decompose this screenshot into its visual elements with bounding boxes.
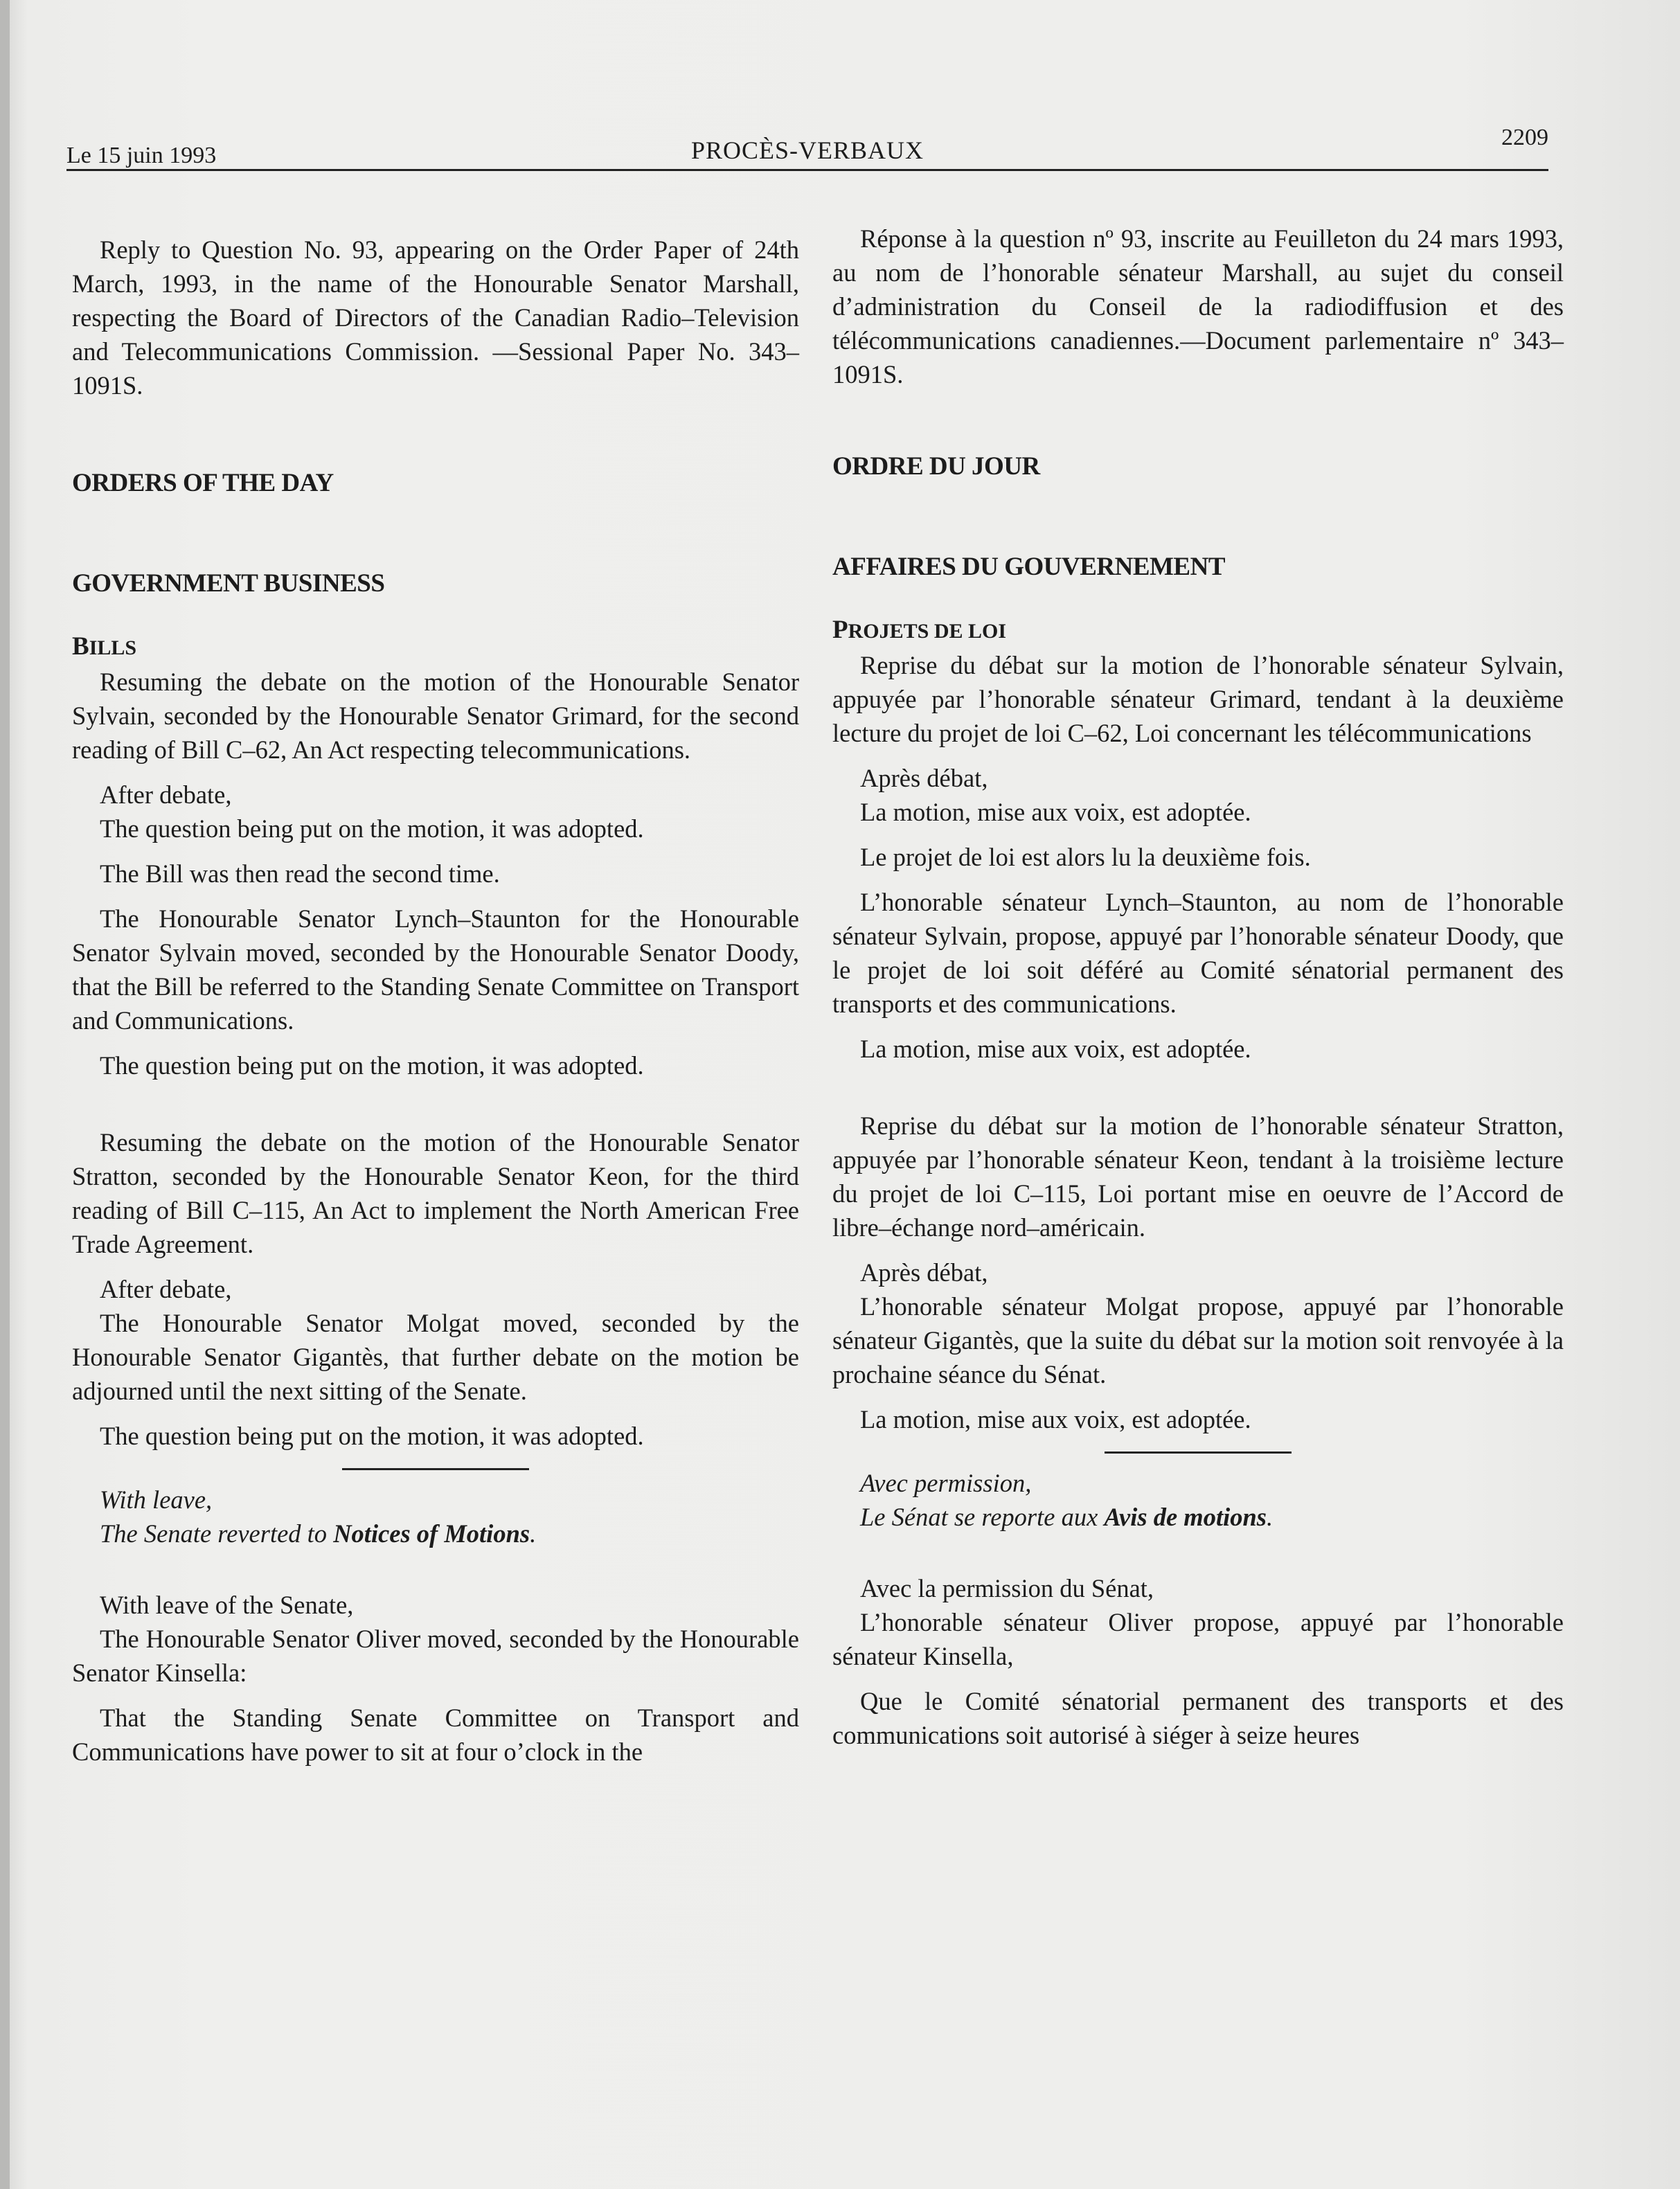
that-committee-sit: That the Standing Senate Committee on Transport and Communications have power to sit at four o’clock in the	[72, 1704, 799, 1766]
lu-deuxieme-fois: Le projet de loi est alors lu la deuxième fois.	[860, 843, 1311, 871]
lynch-staunton-motion: The Honourable Senator Lynch–Staunton for the Honourable Senator Sylvain moved, seconded by the Honourable Senator Doody, that the Bill be referred to the Standing Senate Committee on Transport and Communications.	[72, 904, 799, 1035]
senate-reverted-text: The Senate reverted to	[100, 1519, 334, 1548]
senat-se-reporte	[832, 1500, 1564, 1534]
binding-edge	[0, 0, 10, 2189]
affaires-gouvernement-heading: AFFAIRES DU GOUVERNEMENT	[832, 553, 1226, 581]
projets-heading-initial: P	[832, 616, 848, 644]
page-header	[66, 125, 1548, 171]
projets-heading-rest: ROJETS DE LOI	[848, 620, 1007, 643]
header-title: PROCÈS-VERBAUX	[690, 136, 924, 164]
apres-debat-2: Après débat,	[860, 1258, 988, 1287]
orders-of-the-day-heading: ORDERS OF THE DAY	[72, 469, 334, 497]
senat-se-reporte-text: Le Sénat se reporte aux	[860, 1503, 1105, 1531]
que-le-comite: Que le Comité sénatorial permanent des transports et des communications soit autorisé à siéger à seize heures	[832, 1687, 1564, 1749]
question-put-1: The question being put on the motion, it was adopted.	[100, 814, 644, 843]
government-business-heading: GOVERNMENT BUSINESS	[72, 569, 385, 598]
reply-question-93: Reply to Question No. 93, appearing on the Order Paper of 24th March, 1993, in the name of the Honourable Senator Marshall, respecting the Board of Directors of the Canadian Radio–Television and Telecommunications Commission. —Sessional Paper No. 343–1091S.	[72, 235, 799, 400]
bills-heading-initial: B	[72, 632, 89, 661]
oliver-propose: L’honorable sénateur Oliver propose, appuyé par l’honorable sénateur Kinsella,	[832, 1608, 1564, 1670]
c62-reprise-debat: Reprise du débat sur la motion de l’honorable sénateur Sylvain, appuyée par l’honorable sénateur Grimard, tendant à la deuxième lecture du projet de loi C–62, Loi concernant les télécommunications	[832, 651, 1564, 747]
bills-heading	[72, 629, 799, 665]
oliver-motion: The Honourable Senator Oliver moved, seconded by the Honourable Senator Kinsella:	[72, 1625, 799, 1687]
question-put-3: The question being put on the motion, it was adopted.	[100, 1422, 644, 1450]
permission-du-senat: Avec la permission du Sénat,	[860, 1574, 1154, 1602]
with-leave: With leave,	[100, 1485, 213, 1514]
projets-de-loi-heading	[832, 613, 1564, 648]
after-debate-1: After debate,	[100, 780, 232, 809]
avis-de-motions: Avis de motions	[1104, 1503, 1267, 1531]
bill-c62-resuming-debate: Resuming the debate on the motion of the Honourable Senator Sylvain, seconded by the Honourable Senator Grimard, for the second reading of Bill C–62, An Act respecting telecommunications.	[72, 668, 799, 764]
question-put-2: The question being put on the motion, it was adopted.	[100, 1051, 644, 1080]
reponse-question-93: Réponse à la question nº 93, inscrite au Feuilleton du 24 mars 1993, au nom de l’honorable sénateur Marshall, au sujet du conseil d’administration du Conseil de la radiodiffusion et des télécommunications canadiennes.—Document parlementaire nº 343–1091S.	[832, 224, 1564, 388]
header-date: Le 15 juin 1993	[66, 143, 217, 168]
lynch-staunton-propose: L’honorable sénateur Lynch–Staunton, au nom de l’honorable sénateur Sylvain, propose, appuyé par l’honorable sénateur Doody, que le projet de loi soit déféré au Comité sénatorial permanent des transports et des communications.	[832, 888, 1564, 1018]
apres-debat-1: Après débat,	[860, 764, 988, 792]
molgat-propose: L’honorable sénateur Molgat propose, appuyé par l’honorable sénateur Gigantès, que la suite du débat sur la motion soit renvoyée à la prochaine séance du Sénat.	[832, 1292, 1564, 1388]
ordre-du-jour-heading: ORDRE DU JOUR	[832, 452, 1040, 481]
page-number: 2209	[1501, 125, 1548, 150]
bill-c115-resuming-debate: Resuming the debate on the motion of the Honourable Senator Stratton, seconded by the Honourable Senator Keon, for the third reading of Bill C–115, An Act to implement the North American Free Trade Agreement.	[72, 1128, 799, 1258]
c115-reprise-debat: Reprise du débat sur la motion de l’honorable sénateur Stratton, appuyée par l’honorable sénateur Keon, tendant à la troisième lecture du projet de loi C–115, Loi portant mise en oeuvre de l’Accord de libre–échange nord–américain.	[832, 1111, 1564, 1242]
section-divider-fr	[1105, 1451, 1292, 1454]
motion-adoptee-1: La motion, mise aux voix, est adoptée.	[860, 798, 1251, 826]
motion-adoptee-3: La motion, mise aux voix, est adoptée.	[860, 1405, 1251, 1433]
french-column	[832, 224, 1564, 1752]
section-divider	[342, 1468, 529, 1470]
molgat-motion: The Honourable Senator Molgat moved, seconded by the Honourable Senator Gigantès, that further debate on the motion be adjourned until the next sitting of the Senate.	[72, 1309, 799, 1405]
after-debate-2: After debate,	[100, 1275, 232, 1303]
bills-heading-rest: ILLS	[89, 636, 137, 659]
senate-reverted-period: .	[530, 1519, 537, 1548]
english-column	[72, 233, 799, 1769]
senate-reverted	[72, 1517, 799, 1551]
with-leave-of-senate: With leave of the Senate,	[100, 1591, 354, 1619]
senat-se-reporte-period: .	[1266, 1503, 1274, 1531]
motion-adoptee-2: La motion, mise aux voix, est adoptée.	[860, 1035, 1251, 1063]
bill-read-second-time: The Bill was then read the second time.	[100, 859, 500, 888]
avec-permission: Avec permission,	[860, 1469, 1032, 1497]
notices-of-motions: Notices of Motions	[333, 1519, 530, 1548]
